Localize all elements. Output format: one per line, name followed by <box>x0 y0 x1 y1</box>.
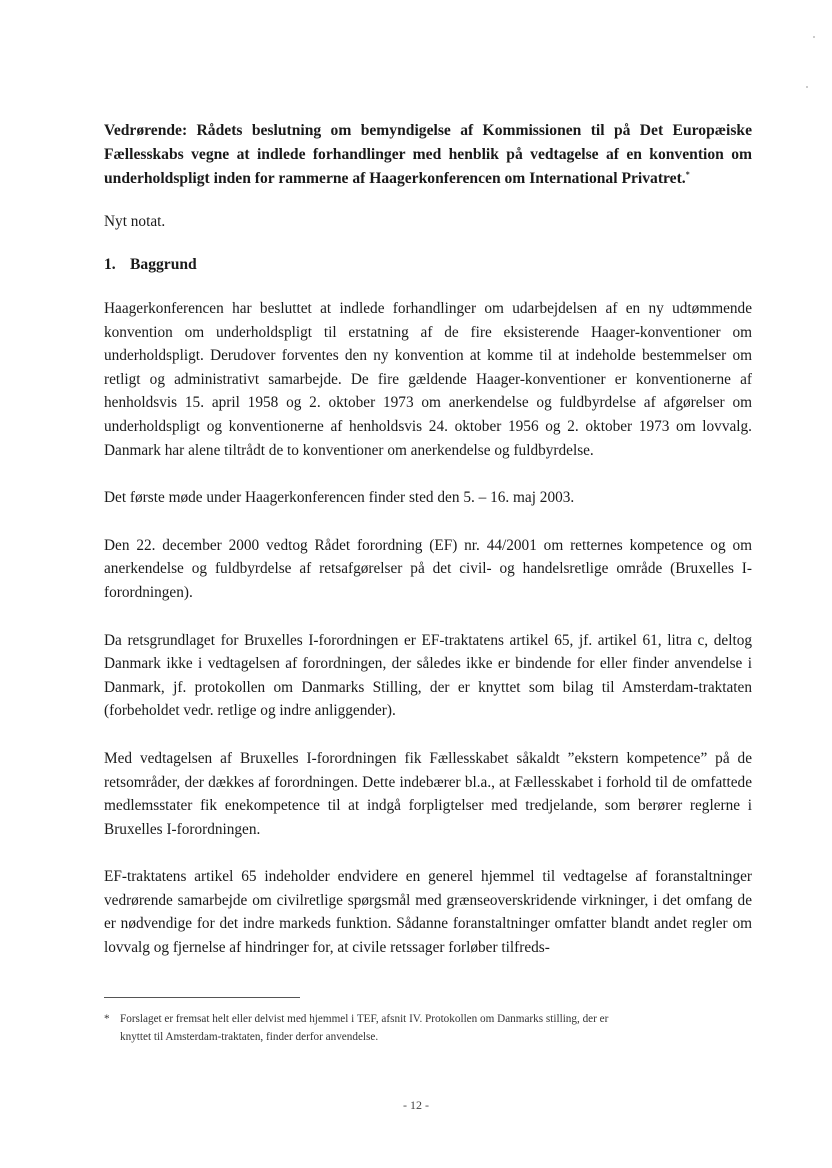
document-note: Nyt notat. <box>104 213 166 230</box>
title-footnote-marker: * <box>685 169 690 179</box>
footnote-line-1 <box>104 1010 734 1028</box>
paragraph-6: EF-traktatens artikel 65 indeholder endvidere en generel hjemmel til vedtagelse af foranstaltninger vedrørende samarbejde om civilretlige spørgsmål med grænseoverskridende virkninger, i det omfang de er nødvendige for det indre markeds funktion. Sådanne foranstaltninger omfatter blandt andet regler om lovvalg og fjernelse af hindringer for, at civile retssager forløber tilfreds- <box>104 868 752 957</box>
footnote-line-2: knyttet til Amsterdam-traktaten, finder derfor anvendelse. <box>120 1031 379 1043</box>
footnote-marker: * <box>104 1013 110 1025</box>
scan-speck <box>806 86 808 88</box>
section-title: Baggrund <box>130 256 197 273</box>
document-body <box>104 119 752 960</box>
document-title <box>104 119 752 191</box>
paragraph-4: Da retsgrundlaget for Bruxelles I-forordningen er EF-traktatens artikel 65, jf. artikel 61, litra c, deltog Danmark ikke i vedtagelsen af forordningen, der således ikke er bindende for eller finder anvendelse i Danmark, jf. protokollen om Danmarks Stilling, der er knyttet som bilag til Amsterdam-traktaten (forbeholdet vedr. retlige og indre anliggender). <box>104 631 752 720</box>
paragraph-5: Med vedtagelsen af Bruxelles I-forordningen fik Fællesskabet såkaldt ”ekstern kompetence” på de retsområder, der dækkes af forordningen. Dette indebærer bl.a., at Fællesskabet i forhold til de omfattede medlemsstater fik enekompetence til at indgå forpligtelser med tredjelande, som berører reglerne i Bruxelles I-forordningen. <box>104 749 752 838</box>
paragraph-1: Haagerkonferencen har besluttet at indlede forhandlinger om udarbejdelsen af en ny udtømmende konvention om underholdspligt til erstatning af de fire eksisterende Haager-konventioner om underholdspligt. Derudover forventes den ny konvention at komme til at indeholde bestemmelser om retligt og administrativt samarbejde. De fire gældende Haager-konventioner er konventionerne af henholdsvis 15. april 1958 og 2. oktober 1973 om anerkendelse og fuldbyrdelse af afgørelser om underholdspligt og konventionerne af henholdsvis 24. oktober 1956 og 2. oktober 1973 om lovvalg. Danmark har alene tiltrådt de to konventioner om anerkendelse og fuldbyrdelse. <box>104 300 752 459</box>
section-number: 1. <box>104 256 116 273</box>
page-number: - 12 - <box>403 1098 429 1112</box>
footnote-divider <box>104 997 300 998</box>
scan-speck <box>813 36 815 38</box>
document-title-text: Vedrørende: Rådets beslutning om bemyndigelse af Kommissionen til på Det Europæiske Fællesskabs vegne at indlede forhandlinger med henblik på vedtagelse af en konvention om underholdspligt inden for rammerne af Haagerkonferencen om International Privatret. <box>104 122 752 187</box>
paragraph-2: Det første møde under Haagerkonferencen finder sted den 5. – 16. maj 2003. <box>104 489 575 507</box>
footnote-text-1: Forslaget er fremsat helt eller delvist med hjemmel i TEF, afsnit IV. Protokollen om Danmarks stilling, der er <box>120 1013 609 1025</box>
paragraph-3: Den 22. december 2000 vedtog Rådet forordning (EF) nr. 44/2001 om retternes kompetence og om anerkendelse og fuldbyrdelse af retsafgørelser på det civil- og handelsretlige område (Bruxelles I-forordningen). <box>104 536 752 601</box>
footnote <box>104 1010 734 1046</box>
section-heading <box>104 253 752 277</box>
